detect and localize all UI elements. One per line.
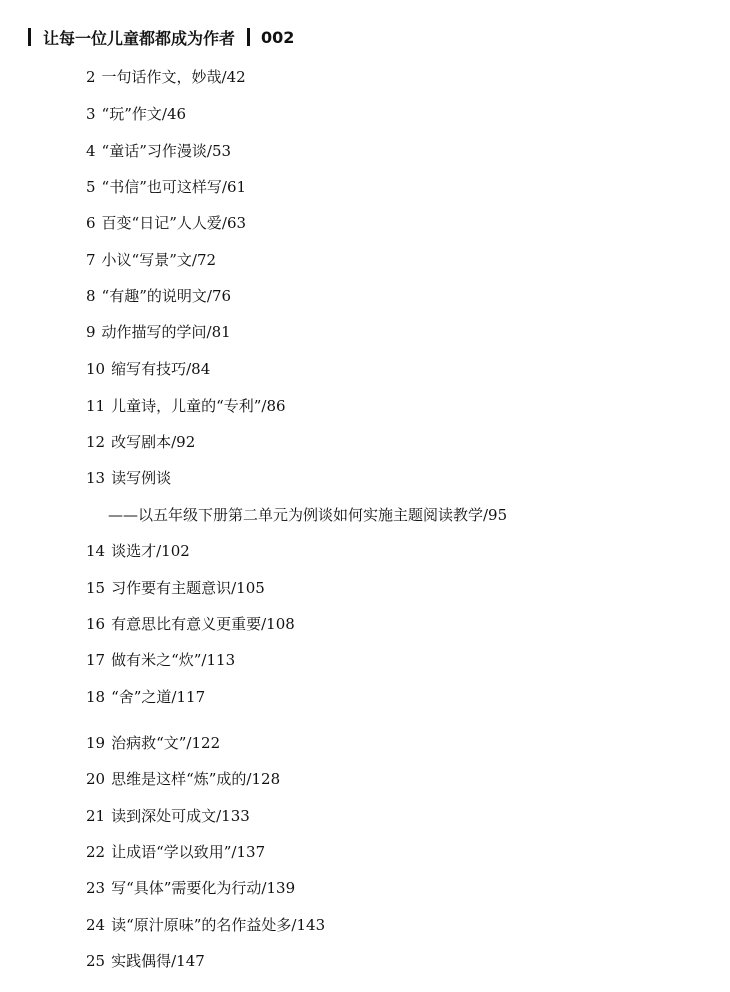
toc-entry xyxy=(86,394,286,418)
toc-entry-number: 8 xyxy=(86,287,96,305)
toc-entry-title: 儿童诗，儿童的“专利”/86 xyxy=(111,397,286,415)
toc-entry-title: 读到深处可成文/133 xyxy=(111,807,250,825)
toc-entry-number: 25 xyxy=(86,952,106,970)
toc-entry-title: 改写剧本/92 xyxy=(111,433,196,451)
toc-entry-number: 14 xyxy=(86,542,106,560)
running-header xyxy=(28,24,294,50)
toc-entry xyxy=(86,804,250,828)
toc-entry-title: 读“原汁原味”的名作益处多/143 xyxy=(111,916,326,934)
toc-entry-number: 4 xyxy=(86,142,96,160)
toc-entry-number: 9 xyxy=(86,323,96,341)
toc-entry-title: 写“具体”需要化为行动/139 xyxy=(111,879,296,897)
toc-entry xyxy=(86,430,195,454)
toc-entry xyxy=(86,175,246,199)
toc-entry-number: 20 xyxy=(86,770,106,788)
toc-entry-number: 21 xyxy=(86,807,106,825)
toc-entry-title: “玩”作文/46 xyxy=(101,105,187,123)
toc-entry-number: 22 xyxy=(86,843,106,861)
toc-entry-title: “有趣”的说明文/76 xyxy=(101,287,232,305)
toc-entry-number: 12 xyxy=(86,433,106,451)
toc-entry xyxy=(86,913,325,937)
toc-entry-number: 23 xyxy=(86,879,106,897)
toc-entry-title: 读写例谈 xyxy=(111,469,172,487)
toc-entry-number: 15 xyxy=(86,579,106,597)
toc-entry-title: 一句话作文，妙哉/42 xyxy=(101,68,246,86)
toc-entry-number: 2 xyxy=(86,68,96,86)
toc-entry-title: 做有米之“炊”/113 xyxy=(111,651,236,669)
toc-entry-title: 实践偶得/147 xyxy=(111,952,205,970)
toc-entry-title: 缩写有技巧/84 xyxy=(111,360,211,378)
toc-entry xyxy=(86,211,246,235)
toc-entry-number: 3 xyxy=(86,105,96,123)
toc-entry xyxy=(86,731,220,755)
toc-entry-number: 5 xyxy=(86,178,96,196)
toc-entry-title: 治病救“文”/122 xyxy=(111,734,221,752)
toc-entry-number: 24 xyxy=(86,916,106,934)
toc-entry-number: 11 xyxy=(86,397,106,415)
toc-entry-subtitle-text: ——以五年级下册第二单元为例谈如何实施主题阅读教学/95 xyxy=(108,506,508,524)
toc-entry xyxy=(86,284,231,308)
toc-entry-title: “童话”习作漫谈/53 xyxy=(101,142,232,160)
toc-entry-title: 小议“写景”文/72 xyxy=(101,251,217,269)
toc-entry-title: 有意思比有意义更重要/108 xyxy=(111,615,295,633)
toc-entry xyxy=(86,949,205,973)
toc-entry-title: 谈选才/102 xyxy=(111,542,190,560)
toc-entry xyxy=(86,466,171,490)
toc-entry xyxy=(86,320,231,344)
toc-entry xyxy=(86,139,231,163)
toc-entry-title: 让成语“学以致用”/137 xyxy=(111,843,266,861)
header-bar-left xyxy=(28,28,31,46)
toc-entry-title: “舍”之道/117 xyxy=(111,688,206,706)
toc-entry xyxy=(86,539,190,563)
toc-entry-title: 思维是这样“炼”成的/128 xyxy=(111,770,281,788)
toc-entry xyxy=(86,685,205,709)
page-number: 002 xyxy=(261,27,295,47)
toc-entry-number: 6 xyxy=(86,214,96,232)
toc-entry xyxy=(86,65,246,89)
toc-entry xyxy=(86,840,265,864)
toc-entry-title: “书信”也可这样写/61 xyxy=(101,178,247,196)
toc-entry-number: 10 xyxy=(86,360,106,378)
toc-entry xyxy=(86,876,295,900)
toc-entry-number: 7 xyxy=(86,251,96,269)
toc-entry-title: 动作描写的学问/81 xyxy=(101,323,231,341)
toc-entry-number: 18 xyxy=(86,688,106,706)
toc-entry xyxy=(86,576,265,600)
toc-entry xyxy=(86,767,280,791)
toc-entry-title: 百变“日记”人人爱/63 xyxy=(101,214,247,232)
toc-entry-title: 习作要有主题意识/105 xyxy=(111,579,265,597)
toc-entry xyxy=(86,648,235,672)
toc-entry-number: 13 xyxy=(86,469,106,487)
toc-entry xyxy=(86,102,186,126)
toc-entry xyxy=(86,357,210,381)
toc-entry-subtitle xyxy=(108,503,507,527)
header-title: 让每一位儿童都都成为作者 xyxy=(43,28,236,48)
toc-entry-number: 17 xyxy=(86,651,106,669)
header-bar-separator xyxy=(247,28,250,46)
toc-entry xyxy=(86,612,295,636)
toc-entry-number: 19 xyxy=(86,734,106,752)
toc-entry-number: 16 xyxy=(86,615,106,633)
toc-entry xyxy=(86,248,216,272)
